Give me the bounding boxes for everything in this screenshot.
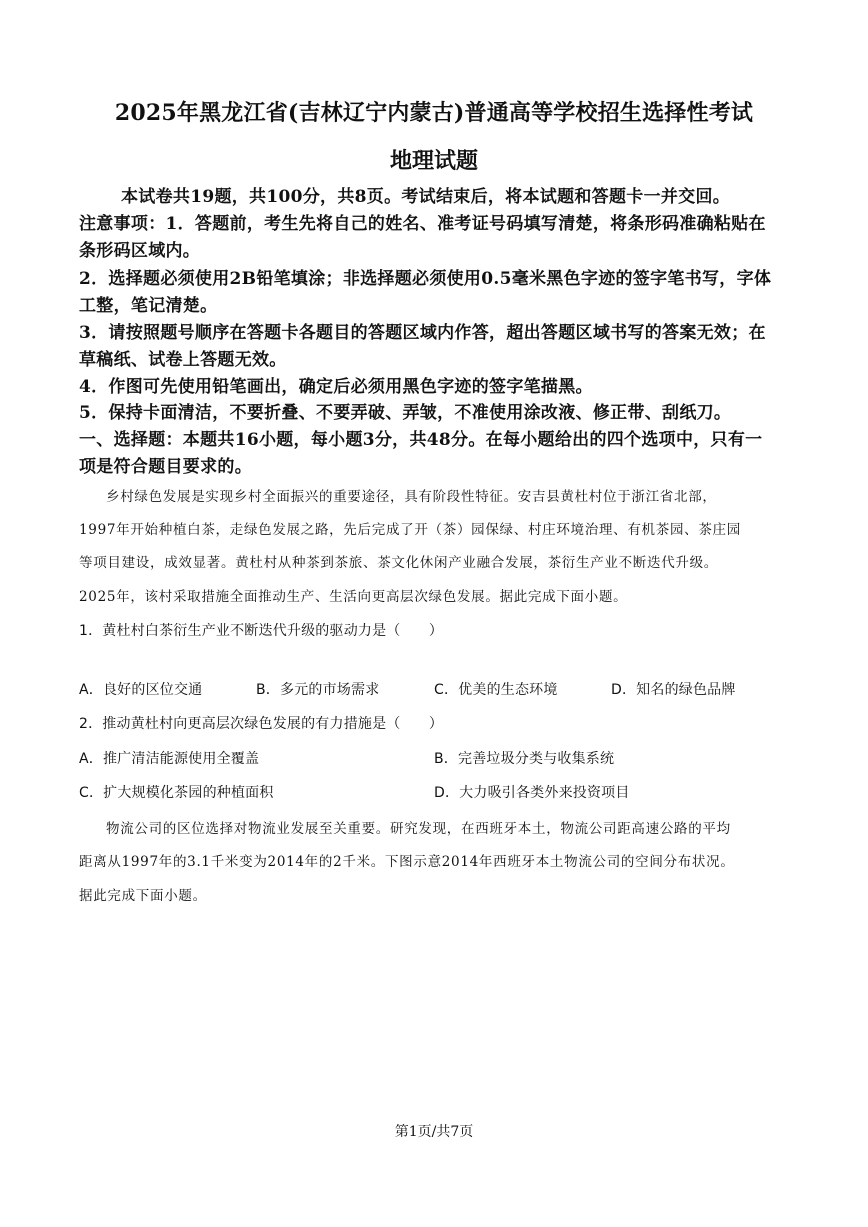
passage-1-line-4: 2025年，该村采取措施全面推动生产、生活向更高层次绿色发展。据此完成下面小题。 — [79, 589, 628, 605]
question-2-option-b: B．完善垃圾分类与收集系统 — [434, 751, 615, 767]
note-5: 5．保持卡面清洁，不要折叠、不要弄破、弄皱，不准使用涂改液、修正带、刮纸刀。 — [79, 403, 732, 423]
note-2-line-1: 2．选择题必须使用2B铅笔填涂；非选择题必须使用0.5毫米黑色字迹的签字笔书写，字体 — [79, 269, 772, 289]
question-2-option-d: D．大力吸引各类外来投资项目 — [434, 785, 630, 801]
question-1-option-b: B．多元的市场需求 — [256, 682, 380, 698]
note-2-line-2: 工整，笔记清楚。 — [79, 296, 218, 316]
passage-2-line-2: 距离从1997年的3.1千米变为2014年的2千米。下图示意2014年西班牙本土物流公司的空间分布状况。 — [79, 854, 735, 870]
question-2-option-a: A．推广清洁能源使用全覆盖 — [79, 751, 260, 767]
note-1-line-1: 注意事项：1．答题前，考生先将自己的姓名、准考证号码填写清楚，将条形码准确粘贴在 — [79, 214, 766, 234]
note-4: 4．作图可先使用铅笔画出，确定后必须用黑色字迹的签字笔描黑。 — [79, 377, 593, 397]
question-2-stem: 2．推动黄杜村向更高层次绿色发展的有力措施是（ ） — [79, 716, 444, 732]
question-1-option-d: D．知名的绿色品牌 — [611, 682, 736, 698]
passage-2-line-1: 物流公司的区位选择对物流业发展至关重要。研究发现，在西班牙本土，物流公司距高速公路的平均 — [106, 821, 731, 837]
passage-1-line-3: 等项目建设，成效显著。黄杜村从种茶到茶旅、茶文化休闲产业融合发展，茶衍生产业不断迭代升级。 — [79, 555, 718, 571]
question-1-stem: 1．黄杜村白茶衍生产业不断迭代升级的驱动力是（ ） — [79, 623, 444, 639]
exam-title: 2025年黑龙江省(吉林辽宁内蒙古)普通高等学校招生选择性考试 — [114, 100, 754, 126]
passage-1-line-2: 1997年开始种植白茶，走绿色发展之路，先后完成了开（茶）园保绿、村庄环境治理、有机茶园、茶庄园 — [79, 522, 741, 538]
question-1-option-a: A．良好的区位交通 — [79, 682, 203, 698]
passage-1-line-1: 乡村绿色发展是实现乡村全面振兴的重要途径，具有阶段性特征。安吉县黄杜村位于浙江省北部， — [106, 489, 717, 505]
page-number: 第1页/共7页 — [394, 1124, 474, 1140]
note-3-line-1: 3．请按照题号顺序在答题卡各题目的答题区域内作答，超出答题区域书写的答案无效；在 — [79, 323, 766, 343]
question-2-option-c: C．扩大规模化茶园的种植面积 — [79, 785, 274, 801]
section-1-heading-line-1: 一、选择题：本题共16小题，每小题3分，共48分。在每小题给出的四个选项中，只有一 — [79, 430, 763, 450]
instructions-intro: 本试卷共19题，共100分，共8页。考试结束后，将本试题和答题卡一并交回。 — [121, 187, 731, 207]
section-1-heading-line-2: 项是符合题目要求的。 — [79, 457, 252, 477]
passage-2-line-3: 据此完成下面小题。 — [79, 888, 207, 904]
question-1-option-c: C．优美的生态环境 — [434, 682, 558, 698]
note-1-line-2: 条形码区域内。 — [79, 241, 201, 261]
note-3-line-2: 草稿纸、试卷上答题无效。 — [79, 350, 287, 370]
exam-subtitle: 地理试题 — [389, 148, 478, 174]
